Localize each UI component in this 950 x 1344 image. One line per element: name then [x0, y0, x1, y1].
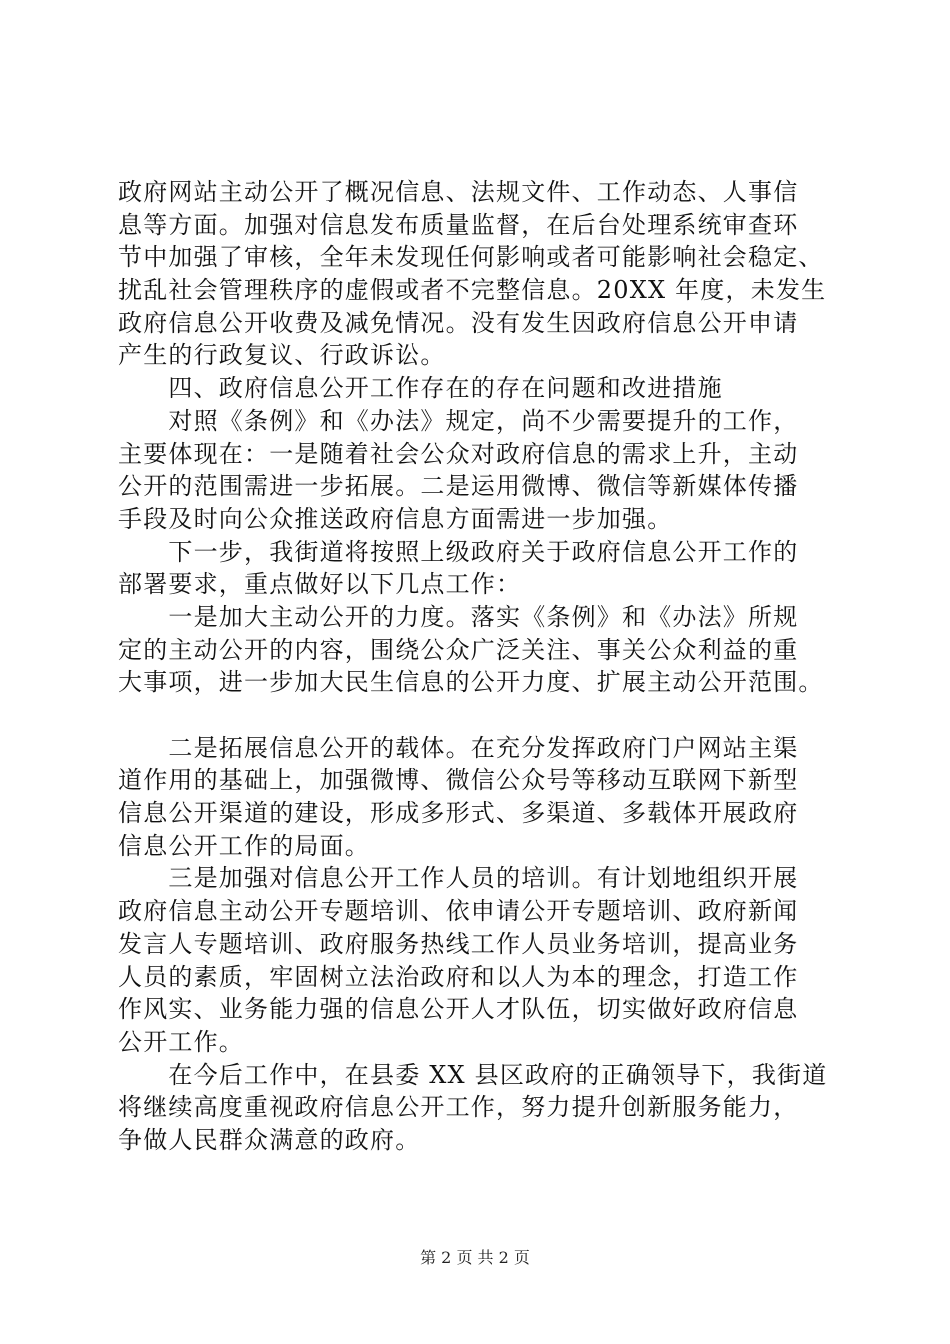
text-line: 公开工作。: [118, 1027, 244, 1056]
page-number: 第 2 页 共 2 页: [420, 1248, 530, 1267]
text-line: 政府网站主动公开了概况信息、法规文件、工作动态、人事信: [118, 178, 799, 206]
text-line: 手段及时向公众推送政府信息方面需进一步加强。: [118, 504, 673, 533]
text-line: 公开的范围需进一步拓展。二是运用微博、微信等新媒体传播: [118, 472, 799, 501]
text-line: 政府信息公开收费及减免情况。没有发生因政府信息公开申请: [118, 308, 799, 337]
text-line: 道作用的基础上，加强微博、微信公众号等移动互联网下新型: [118, 766, 799, 795]
text-line: 扰乱社会管理秩序的虚假或者不完整信息。20XX 年度，未发生: [118, 276, 827, 305]
text-line: 息等方面。加强对信息发布质量监督，在后台处理系统审查环: [118, 210, 799, 239]
text-line: 在今后工作中，在县委 XX 县区政府的正确领导下，我街道: [118, 1060, 828, 1089]
text-line: 对照《条例》和《办法》规定，尚不少需要提升的工作，: [118, 406, 799, 435]
text-line: 争做人民群众满意的政府。: [118, 1125, 421, 1154]
document-body: [118, 176, 834, 1157]
text-line: 定的主动公开的内容，围绕公众广泛关注、事关公众利益的重: [118, 635, 799, 664]
text-line: 将继续高度重视政府信息公开工作，努力提升创新服务能力，: [118, 1093, 799, 1122]
text-line: 主要体现在：一是随着社会公众对政府信息的需求上升，主动: [118, 439, 799, 468]
text-line: 一是加大主动公开的力度。落实《条例》和《办法》所规: [118, 602, 799, 631]
text-line: 下一步，我街道将按照上级政府关于政府信息公开工作的: [118, 537, 799, 566]
text-line: 信息公开渠道的建设，形成多形式、多渠道、多载体开展政府: [118, 799, 799, 828]
text-line: 大事项，进一步加大民生信息的公开力度、扩展主动公开范围。: [118, 668, 824, 697]
text-line: 产生的行政复议、行政诉讼。: [118, 341, 446, 370]
text-line: 发言人专题培训、政府服务热线工作人员业务培训，提高业务: [118, 929, 799, 958]
text-line: 三是加强对信息公开工作人员的培训。有计划地组织开展: [118, 864, 799, 893]
text-line: 政府信息主动公开专题培训、依申请公开专题培训、政府新闻: [118, 897, 799, 926]
text-line: 节中加强了审核，全年未发现任何影响或者可能影响社会稳定、: [118, 243, 824, 272]
text-line: 信息公开工作的局面。: [118, 831, 370, 860]
text-line: 部署要求，重点做好以下几点工作：: [118, 570, 522, 599]
text-line: 四、政府信息公开工作存在的存在问题和改进措施: [118, 374, 723, 403]
blank-line: [118, 699, 834, 732]
text-line: 作风实、业务能力强的信息公开人才队伍，切实做好政府信息: [118, 995, 799, 1024]
text-line: 二是拓展信息公开的载体。在充分发挥政府门户网站主渠: [118, 733, 799, 762]
text-line: 人员的素质，牢固树立法治政府和以人为本的理念，打造工作: [118, 962, 799, 991]
